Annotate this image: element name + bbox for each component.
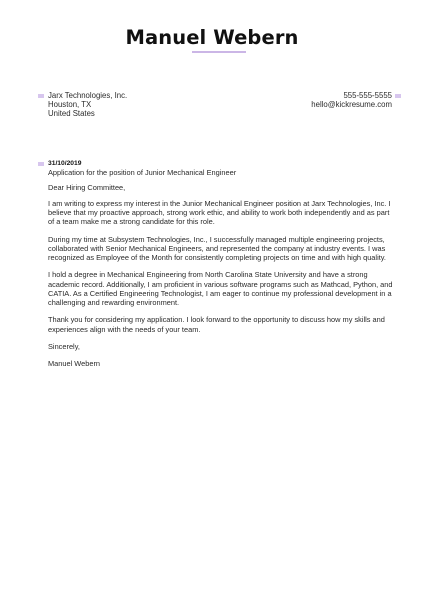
name-accent-underline — [192, 51, 246, 53]
sender-country: United States — [48, 109, 95, 119]
date-marker-icon — [38, 162, 44, 166]
letter-signature: Manuel Webern — [48, 359, 101, 369]
letter-paragraph: I hold a degree in Mechanical Engineering from North Carolina State University and have a strong academic record. Additionally, I am proficient in various software programs such as Mathcad, Python, and CATIA. As a Certified Engineering Technologist, I am eager to continue my professional development in a challenging and rewarding environment. — [48, 270, 393, 307]
sender-address — [48, 91, 127, 119]
contact-phone: 555-555-5555 — [343, 91, 392, 100]
contact-email: hello@kickresume.com — [311, 100, 392, 110]
contact-info — [311, 91, 392, 109]
letter-paragraph: I am writing to express my interest in the Junior Mechanical Engineer position at Jarx Technologies, Inc. I believe that my proactive approach, strong work ethic, and ability to work both independently and as part of a team make me a strong candidate for this role. — [48, 198, 391, 227]
sender-marker-icon — [38, 94, 44, 98]
letter-date: 31/10/2019 — [48, 160, 82, 167]
sender-city: Houston, TX — [48, 100, 92, 110]
sender-company: Jarx Technologies, Inc. — [48, 91, 128, 100]
letter-body — [48, 168, 395, 377]
contact-marker-icon — [395, 94, 401, 98]
letter-closing: Sincerely, — [48, 341, 80, 351]
applicant-name: Manuel Webern — [125, 26, 299, 49]
letter-paragraph: During my time at Subsystem Technologies, Inc., I successfully managed multiple engineering projects, collaborated with Senior Mechanical Engineers, and represented the company at industry events. I was recognized as Employee of the Month for consistently completing projects on time and with high quality. — [48, 234, 386, 262]
letter-paragraph: Thank you for considering my application. I look forward to the opportunity to discuss how my skills and experiences align with the needs of your team. — [48, 315, 385, 334]
letter-subject: Application for the position of Junior Mechanical Engineer — [48, 168, 237, 177]
letter-greeting: Dear Hiring Committee, — [48, 183, 126, 193]
